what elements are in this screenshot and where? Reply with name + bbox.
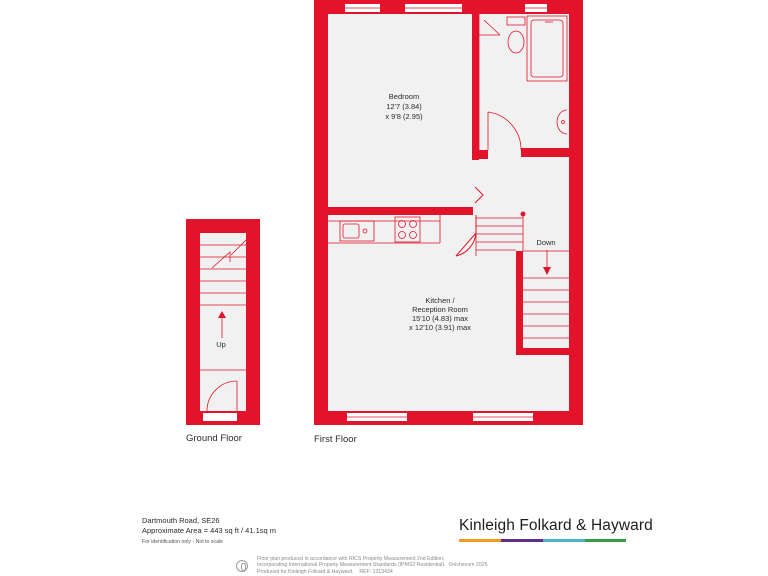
window-top-bathroom [525, 4, 547, 12]
brand-bar-green [585, 539, 626, 542]
ground-floor-plan [186, 219, 260, 425]
stairs-up-label: Up [216, 340, 226, 349]
window-bottom-left [347, 413, 407, 421]
window-top-left [345, 4, 380, 12]
stairs-down-label: Down [536, 238, 556, 247]
brand-name: Kinleigh Folkard & Hayward [459, 517, 653, 534]
front-door-opening [203, 413, 237, 421]
ground-wall-left [186, 219, 200, 425]
disclaimer-line-1: Floor plan produced in accordance with RICS Property Measurement 2nd Edition, [257, 556, 445, 562]
newel-post [521, 212, 526, 217]
rics-badge-icon [236, 560, 248, 572]
bedroom-dimension-2: x 9'8 (2.95) [385, 112, 423, 121]
wall-right [569, 0, 583, 425]
kitchen-name-2: Reception Room [412, 305, 468, 314]
disclaimer-line-2: Incorporating International Property Measurement Standards (IPMS2 Residential). ©nichecom 2025 [257, 562, 488, 569]
disclaimer-line-3: Produced for Kinleigh Folkard & Hayward. REF: 1313434 [257, 568, 393, 575]
window-top-center [405, 4, 462, 12]
bedroom-dimension-1: 12'7 (3.84) [386, 102, 422, 111]
wall-left [314, 0, 328, 425]
stair-wall-horizontal [516, 348, 569, 355]
first-floor-label: First Floor [314, 434, 357, 445]
window-bottom-right [473, 413, 533, 421]
bathroom-door-jamb [479, 150, 488, 159]
ground-floor-label: Ground Floor [186, 433, 242, 444]
bathroom-wall-left [472, 14, 479, 160]
ground-wall-right [246, 219, 260, 425]
bedroom-kitchen-wall [328, 207, 473, 215]
brand-bar-orange [459, 539, 501, 542]
disclaimer-text [257, 556, 487, 575]
identification-note: For identification only - Not to scale [142, 539, 224, 545]
kitchen-dimension-1: 15'10 (4.83) max [411, 314, 469, 323]
stair-wall-vertical [516, 251, 523, 355]
property-address: Dartmouth Road, SE26 [142, 516, 220, 525]
kitchen-dimension-2: x 12'10 (3.91) max [409, 323, 471, 332]
kitchen-name-1: Kitchen / [425, 296, 455, 305]
first-floor-plan [314, 0, 583, 425]
brand-bar-blue [543, 539, 585, 542]
bathroom-wall-bottom [521, 148, 569, 157]
brand-bar-purple [501, 539, 543, 542]
bedroom-name: Bedroom [388, 92, 420, 101]
property-area: Approximate Area = 443 sq ft / 41.1sq m [142, 526, 277, 535]
